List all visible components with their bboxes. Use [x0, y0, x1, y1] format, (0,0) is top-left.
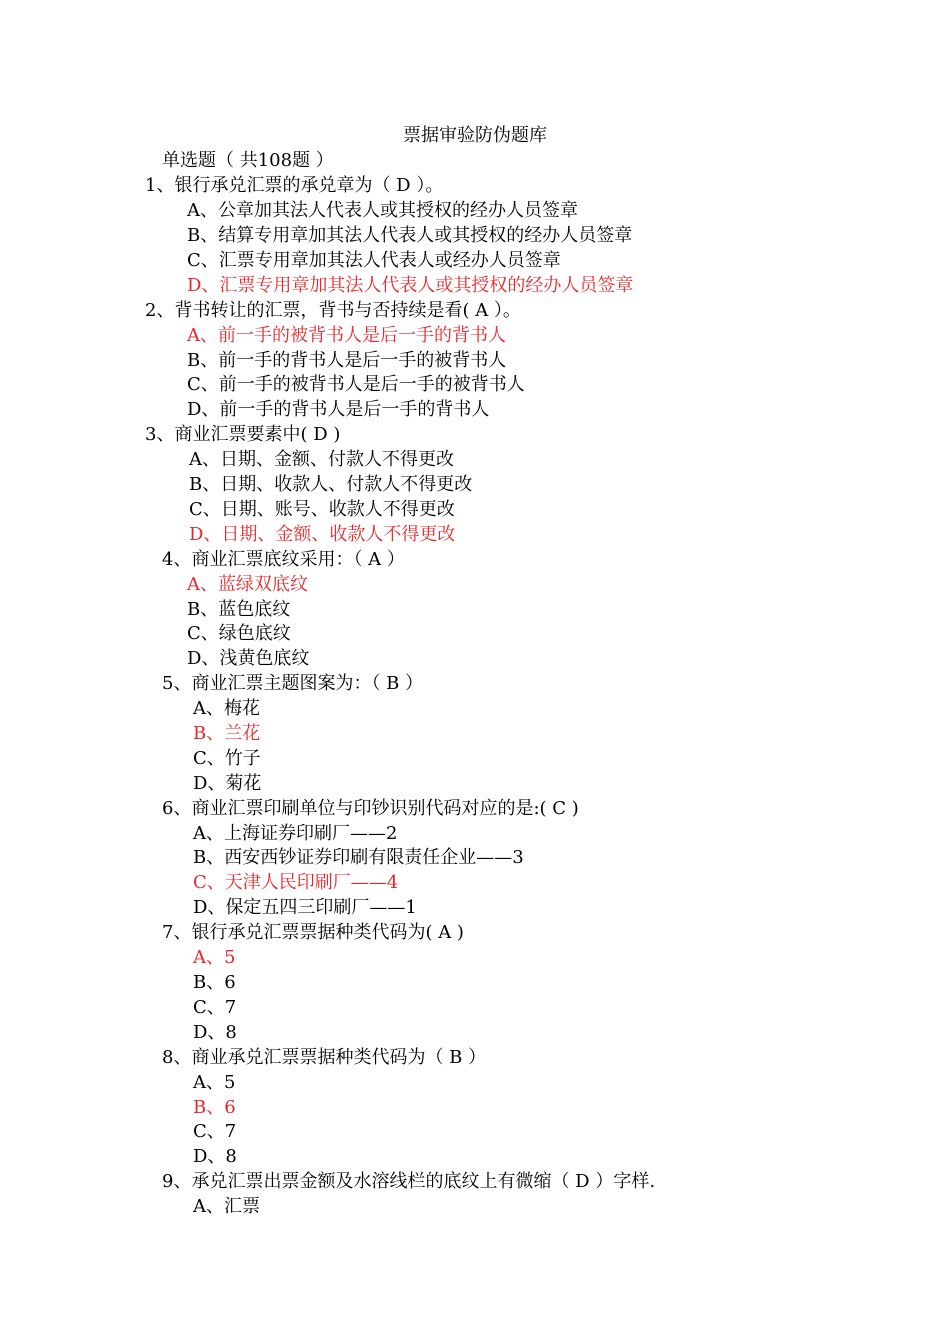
question-2: 2、背书转让的汇票，背书与否持续是看( A ）。 — [145, 300, 521, 321]
option-6c-correct: C、天津人民印刷厂——4 — [193, 872, 399, 893]
option-4b: B、蓝色底纹 — [187, 599, 291, 620]
option-9a: A、汇票 — [193, 1196, 260, 1217]
option-4a-correct: A、蓝绿双底纹 — [187, 574, 308, 595]
option-7c: C、7 — [193, 997, 237, 1018]
option-3a: A、日期、金额、付款人不得更改 — [189, 449, 454, 470]
question-4: 4、商业汇票底纹采用：（ A ） — [162, 549, 405, 570]
option-1a: A、公章加其法人代表人或其授权的经办人员签章 — [187, 200, 578, 221]
option-5a: A、梅花 — [193, 698, 260, 719]
option-1c: C、汇票专用章加其法人代表人或经办人员签章 — [187, 250, 561, 271]
option-3b: B、日期、收款人、付款人不得更改 — [189, 474, 473, 495]
option-5b-correct: B、兰花 — [193, 723, 261, 744]
option-7b: B、6 — [193, 972, 236, 993]
option-2d: D、前一手的背书人是后一手的背书人 — [187, 399, 490, 420]
question-8: 8、商业承兑汇票票据种类代码为（ B ） — [162, 1047, 487, 1068]
option-5d: D、菊花 — [193, 773, 262, 794]
question-9: 9、承兑汇票出票金额及水溶线栏的底纹上有微缩（ D ）字样. — [162, 1171, 656, 1192]
option-6a: A、上海证券印刷厂——2 — [193, 823, 398, 844]
option-5c: C、竹子 — [193, 748, 261, 769]
option-4d: D、浅黄色底纹 — [187, 648, 310, 669]
option-8d: D、8 — [193, 1146, 237, 1167]
option-1b: B、结算专用章加其法人代表人或其授权的经办人员签章 — [187, 225, 633, 246]
option-8a: A、5 — [193, 1072, 236, 1093]
question-3: 3、商业汇票要素中( D ) — [145, 424, 341, 445]
option-7d: D、8 — [193, 1022, 237, 1043]
option-1d-correct: D、汇票专用章加其法人代表人或其授权的经办人员签章 — [187, 275, 634, 296]
question-1: 1、银行承兑汇票的承兑章为（ D ）。 — [145, 175, 444, 196]
option-6d: D、保定五四三印刷厂——1 — [193, 897, 417, 918]
option-2b: B、前一手的背书人是后一手的被背书人 — [187, 350, 507, 371]
question-6: 6、商业汇票印刷单位与印钞识别代码对应的是:( C ) — [162, 798, 579, 819]
option-8c: C、7 — [193, 1121, 237, 1142]
option-3c: C、日期、账号、收款人不得更改 — [189, 499, 455, 520]
document-title: 票据审验防伪题库 — [403, 125, 547, 146]
option-3d-correct: D、日期、金额、收款人不得更改 — [189, 524, 456, 545]
question-5: 5、商业汇票主题图案为：（ B ） — [162, 673, 424, 694]
option-2c: C、前一手的被背书人是后一手的被背书人 — [187, 374, 525, 395]
option-4c: C、绿色底纹 — [187, 623, 291, 644]
option-2a-correct: A、前一手的被背书人是后一手的背书人 — [187, 325, 506, 346]
section-header: 单选题（ 共108题 ） — [162, 150, 334, 171]
option-6b: B、西安西钞证券印刷有限责任企业——3 — [193, 847, 524, 868]
question-7: 7、银行承兑汇票票据种类代码为( A ) — [162, 922, 464, 943]
option-8b-correct: B、6 — [193, 1097, 236, 1118]
option-7a-correct: A、5 — [193, 947, 236, 968]
